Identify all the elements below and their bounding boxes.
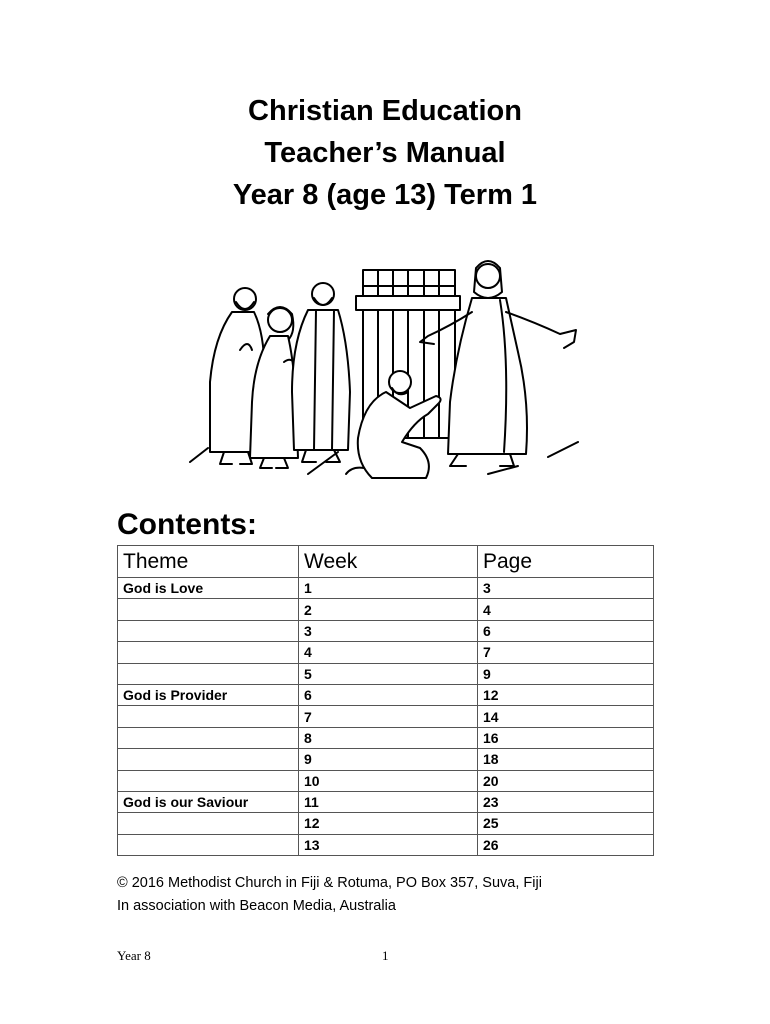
table-row [118, 791, 654, 812]
theme-cell [118, 642, 299, 663]
theme-cell: God is Provider [118, 684, 299, 705]
theme-cell: God is our Saviour [118, 791, 299, 812]
week-cell: 13 [299, 834, 478, 855]
theme-cell [118, 834, 299, 855]
page-cell: 20 [478, 770, 654, 791]
page-cell: 16 [478, 727, 654, 748]
table-row [118, 770, 654, 791]
week-cell: 12 [299, 813, 478, 834]
page-cell: 26 [478, 834, 654, 855]
theme-cell: God is Love [118, 578, 299, 599]
page-number: 1 [382, 948, 389, 963]
theme-cell [118, 727, 299, 748]
contents-heading: Contents: [117, 508, 257, 541]
page-cell: 25 [478, 813, 654, 834]
document-title [0, 90, 770, 216]
table-row [118, 749, 654, 770]
week-cell: 1 [299, 578, 478, 599]
page-cell: 4 [478, 599, 654, 620]
theme-cell [118, 706, 299, 727]
page-cell: 9 [478, 663, 654, 684]
contents-table [117, 545, 654, 856]
week-cell: 2 [299, 599, 478, 620]
table-row [118, 578, 654, 599]
week-cell: 7 [299, 706, 478, 727]
theme-cell [118, 770, 299, 791]
theme-cell [118, 749, 299, 770]
week-cell: 4 [299, 642, 478, 663]
copyright-notes [117, 872, 542, 918]
title-line-2: Teacher’s Manual [264, 137, 506, 169]
table-row [118, 727, 654, 748]
week-cell: 5 [299, 663, 478, 684]
header-week: Week [299, 546, 478, 578]
theme-cell [118, 620, 299, 641]
table-row [118, 642, 654, 663]
table-row [118, 813, 654, 834]
theme-cell [118, 813, 299, 834]
table-header-row [118, 546, 654, 578]
week-cell: 9 [299, 749, 478, 770]
theme-cell [118, 599, 299, 620]
table-row [118, 599, 654, 620]
page-cell: 18 [478, 749, 654, 770]
table-row [118, 684, 654, 705]
week-cell: 10 [299, 770, 478, 791]
table-row [118, 663, 654, 684]
page-cell: 23 [478, 791, 654, 812]
association-line: In association with Beacon Media, Australia [117, 898, 396, 914]
week-cell: 8 [299, 727, 478, 748]
header-page: Page [478, 546, 654, 578]
week-cell: 3 [299, 620, 478, 641]
week-cell: 6 [299, 684, 478, 705]
footer-year-label: Year 8 [117, 948, 151, 963]
copyright-line: © 2016 Methodist Church in Fiji & Rotuma, PO Box 357, Suva, Fiji [117, 875, 542, 891]
theme-cell [118, 663, 299, 684]
illustration-jesus-with-disciples [188, 252, 588, 487]
page-cell: 7 [478, 642, 654, 663]
title-line-1: Christian Education [248, 95, 522, 127]
week-cell: 11 [299, 791, 478, 812]
table-row [118, 706, 654, 727]
page-cell: 6 [478, 620, 654, 641]
title-line-3: Year 8 (age 13) Term 1 [232, 179, 538, 211]
table-row [118, 620, 654, 641]
page-cell: 14 [478, 706, 654, 727]
page-cell: 12 [478, 684, 654, 705]
header-theme: Theme [118, 546, 299, 578]
page-cell: 3 [478, 578, 654, 599]
table-row [118, 834, 654, 855]
